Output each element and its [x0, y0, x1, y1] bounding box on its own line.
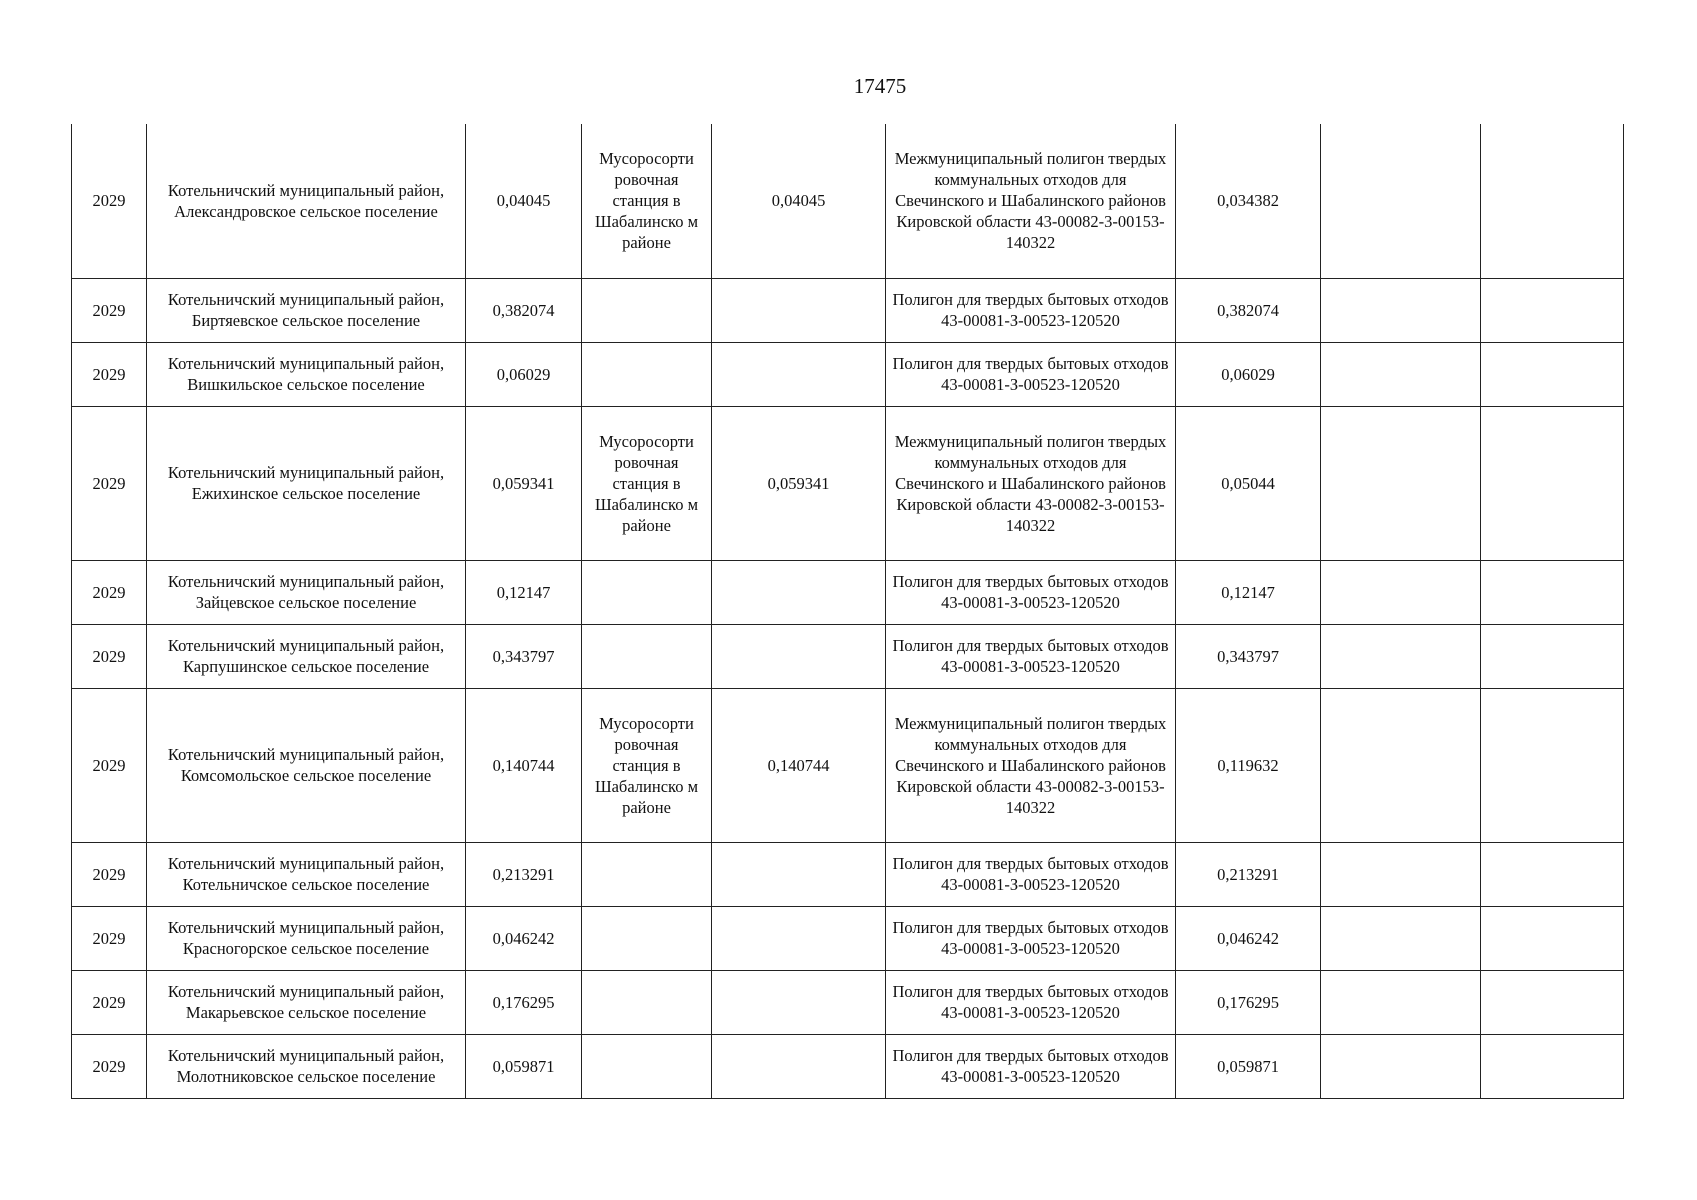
sorting-station-cell: Мусоросорти ровочная станция в Шабалинско м районе: [582, 406, 712, 560]
station-volume-cell: 0,059341: [712, 406, 886, 560]
facility-volume-cell: 0,046242: [1176, 906, 1321, 970]
year-cell: 2029: [72, 406, 147, 560]
sorting-station-cell: Мусоросорти ровочная станция в Шабалинско м районе: [582, 688, 712, 842]
facility-volume-cell: 0,06029: [1176, 342, 1321, 406]
municipality-cell: Котельничский муниципальный район, Ежихинское сельское поселение: [147, 406, 466, 560]
empty-cell: [1321, 406, 1481, 560]
volume-cell: 0,046242: [466, 906, 582, 970]
facility-volume-cell: 0,343797: [1176, 624, 1321, 688]
table-row: [72, 1034, 1624, 1098]
sorting-station-cell: [582, 842, 712, 906]
municipality-cell: Котельничский муниципальный район, Красногорское сельское поселение: [147, 906, 466, 970]
municipality-cell: Котельничский муниципальный район, Комсомольское сельское поселение: [147, 688, 466, 842]
municipality-cell: Котельничский муниципальный район, Макарьевское сельское поселение: [147, 970, 466, 1034]
empty-cell: [1481, 842, 1624, 906]
empty-cell: [1481, 342, 1624, 406]
station-volume-cell: [712, 970, 886, 1034]
volume-cell: 0,12147: [466, 560, 582, 624]
station-volume-cell: 0,140744: [712, 688, 886, 842]
facility-volume-cell: 0,12147: [1176, 560, 1321, 624]
volume-cell: 0,140744: [466, 688, 582, 842]
volume-cell: 0,059341: [466, 406, 582, 560]
sorting-station-cell: [582, 560, 712, 624]
disposal-facility-cell: Межмуниципальный полигон твердых коммунальных отходов для Свечинского и Шабалинского районов Кировской области 43-00082-3-00153-140322: [886, 406, 1176, 560]
disposal-facility-cell: Межмуниципальный полигон твердых коммунальных отходов для Свечинского и Шабалинского районов Кировской области 43-00082-3-00153-140322: [886, 688, 1176, 842]
empty-cell: [1321, 906, 1481, 970]
municipality-cell: Котельничский муниципальный район, Биртяевское сельское поселение: [147, 278, 466, 342]
year-cell: 2029: [72, 342, 147, 406]
table-row: [72, 624, 1624, 688]
facility-volume-cell: 0,05044: [1176, 406, 1321, 560]
empty-cell: [1321, 342, 1481, 406]
table-row: [72, 342, 1624, 406]
station-volume-cell: [712, 842, 886, 906]
municipality-cell: Котельничский муниципальный район, Котельничское сельское поселение: [147, 842, 466, 906]
sorting-station-cell: [582, 342, 712, 406]
empty-cell: [1481, 560, 1624, 624]
disposal-facility-cell: Полигон для твердых бытовых отходов 43-00081-З-00523-120520: [886, 842, 1176, 906]
table-row: [72, 970, 1624, 1034]
disposal-facility-cell: Полигон для твердых бытовых отходов 43-00081-З-00523-120520: [886, 342, 1176, 406]
empty-cell: [1481, 688, 1624, 842]
empty-cell: [1481, 278, 1624, 342]
year-cell: 2029: [72, 560, 147, 624]
station-volume-cell: [712, 278, 886, 342]
facility-volume-cell: 0,176295: [1176, 970, 1321, 1034]
volume-cell: 0,06029: [466, 342, 582, 406]
volume-cell: 0,176295: [466, 970, 582, 1034]
table-row: [72, 842, 1624, 906]
table-row: [72, 688, 1624, 842]
table-row: [72, 560, 1624, 624]
municipality-cell: Котельничский муниципальный район, Карпушинское сельское поселение: [147, 624, 466, 688]
facility-volume-cell: 0,119632: [1176, 688, 1321, 842]
year-cell: 2029: [72, 278, 147, 342]
facility-volume-cell: 0,034382: [1176, 124, 1321, 278]
municipality-cell: Котельничский муниципальный район, Зайцевское сельское поселение: [147, 560, 466, 624]
empty-cell: [1321, 688, 1481, 842]
empty-cell: [1481, 1034, 1624, 1098]
year-cell: 2029: [72, 124, 147, 278]
table-row: [72, 406, 1624, 560]
empty-cell: [1321, 124, 1481, 278]
page-number: 17475: [853, 74, 907, 98]
year-cell: 2029: [72, 1034, 147, 1098]
year-cell: 2029: [72, 624, 147, 688]
table-row: [72, 906, 1624, 970]
table-body: [72, 124, 1624, 1098]
volume-cell: 0,213291: [466, 842, 582, 906]
municipality-cell: Котельничский муниципальный район, Вишкильское сельское поселение: [147, 342, 466, 406]
empty-cell: [1321, 1034, 1481, 1098]
station-volume-cell: 0,04045: [712, 124, 886, 278]
facility-volume-cell: 0,382074: [1176, 278, 1321, 342]
station-volume-cell: [712, 1034, 886, 1098]
facility-volume-cell: 0,059871: [1176, 1034, 1321, 1098]
disposal-facility-cell: Полигон для твердых бытовых отходов 43-00081-З-00523-120520: [886, 970, 1176, 1034]
table-row: [72, 124, 1624, 278]
volume-cell: 0,343797: [466, 624, 582, 688]
empty-cell: [1321, 842, 1481, 906]
volume-cell: 0,04045: [466, 124, 582, 278]
disposal-facility-cell: Полигон для твердых бытовых отходов 43-00081-З-00523-120520: [886, 278, 1176, 342]
empty-cell: [1321, 560, 1481, 624]
empty-cell: [1321, 278, 1481, 342]
disposal-facility-cell: Полигон для твердых бытовых отходов 43-00081-З-00523-120520: [886, 560, 1176, 624]
table-row: [72, 278, 1624, 342]
year-cell: 2029: [72, 970, 147, 1034]
empty-cell: [1481, 124, 1624, 278]
volume-cell: 0,382074: [466, 278, 582, 342]
sorting-station-cell: Мусоросорти ровочная станция в Шабалинско м районе: [582, 124, 712, 278]
empty-cell: [1481, 970, 1624, 1034]
disposal-facility-cell: Полигон для твердых бытовых отходов 43-00081-З-00523-120520: [886, 906, 1176, 970]
municipality-cell: Котельничский муниципальный район, Молотниковское сельское поселение: [147, 1034, 466, 1098]
facility-volume-cell: 0,213291: [1176, 842, 1321, 906]
empty-cell: [1321, 970, 1481, 1034]
sorting-station-cell: [582, 624, 712, 688]
sorting-station-cell: [582, 970, 712, 1034]
municipality-cell: Котельничский муниципальный район, Александровское сельское поселение: [147, 124, 466, 278]
year-cell: 2029: [72, 688, 147, 842]
sorting-station-cell: [582, 906, 712, 970]
volume-cell: 0,059871: [466, 1034, 582, 1098]
year-cell: 2029: [72, 906, 147, 970]
disposal-facility-cell: Полигон для твердых бытовых отходов 43-00081-З-00523-120520: [886, 624, 1176, 688]
waste-flow-table: [71, 124, 1624, 1099]
station-volume-cell: [712, 624, 886, 688]
year-cell: 2029: [72, 842, 147, 906]
disposal-facility-cell: Межмуниципальный полигон твердых коммунальных отходов для Свечинского и Шабалинского районов Кировской области 43-00082-3-00153-140322: [886, 124, 1176, 278]
empty-cell: [1481, 624, 1624, 688]
sorting-station-cell: [582, 278, 712, 342]
sorting-station-cell: [582, 1034, 712, 1098]
disposal-facility-cell: Полигон для твердых бытовых отходов 43-00081-З-00523-120520: [886, 1034, 1176, 1098]
station-volume-cell: [712, 342, 886, 406]
station-volume-cell: [712, 906, 886, 970]
empty-cell: [1481, 406, 1624, 560]
empty-cell: [1321, 624, 1481, 688]
empty-cell: [1481, 906, 1624, 970]
station-volume-cell: [712, 560, 886, 624]
